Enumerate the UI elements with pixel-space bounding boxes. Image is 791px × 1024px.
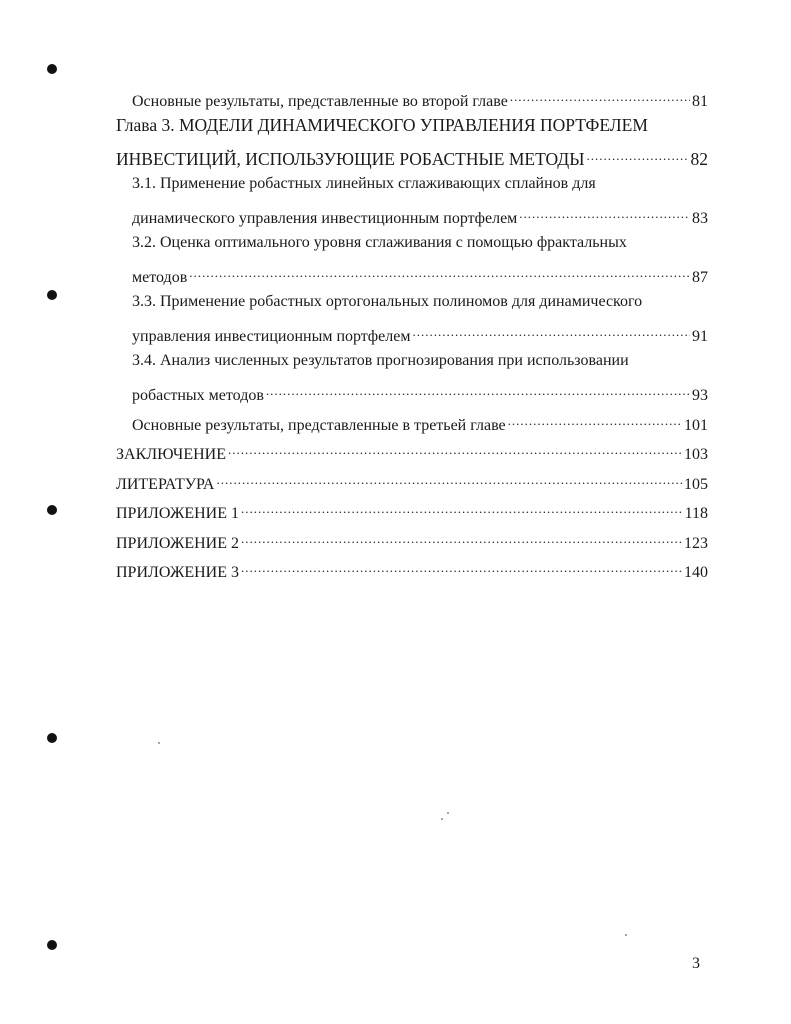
toc-entry-title: методов [132,269,188,286]
toc-entry-page: 83 [692,210,708,227]
toc-entry-title: 3.4. Анализ численных результатов прогнозирования при использовании [132,352,629,369]
toc-entry-title: робастных методов [132,387,264,404]
binder-hole [47,505,57,515]
toc-entry-page: 101 [684,417,708,434]
toc-entry-title: ЛИТЕРАТУРА [116,476,215,493]
scan-speck [625,934,627,936]
dot-leader [241,498,683,518]
toc-entry-title: динамического управления инвестиционным портфелем [132,210,518,227]
toc-entry-title: Глава 3. МОДЕЛИ ДИНАМИЧЕСКОГО УПРАВЛЕНИЯ ПОРТФЕЛЕМ [116,115,648,135]
toc-entry [116,439,708,463]
toc-entry [116,498,708,522]
toc-entry-title: Основные результаты, представленные в третьей главе [132,417,506,434]
binder-hole [47,733,57,743]
toc-entry-page: 123 [684,535,708,552]
toc-entry-title: ПРИЛОЖЕНИЕ 3 [116,564,240,581]
toc-entry-page: 91 [692,328,708,345]
toc-entry-page: 118 [684,505,708,522]
page-number: 3 [692,955,700,972]
dot-leader [587,145,689,165]
toc-entry [132,380,708,404]
scan-speck [447,812,449,814]
dot-leader [241,528,682,548]
toc-entry [116,145,708,169]
binder-hole [47,940,57,950]
toc-entry-page: 105 [684,476,708,493]
toc-entry [132,351,708,371]
toc-entry [132,86,708,110]
toc-entry-title: управления инвестиционным портфелем [132,328,411,345]
dot-leader [510,86,690,106]
toc-entry [116,469,708,493]
toc-entry-page: 93 [692,387,708,404]
toc-entry [132,321,708,345]
toc-entry [132,262,708,286]
dot-leader [216,469,682,489]
dot-leader [266,380,690,400]
dot-leader [519,203,690,223]
dot-leader [228,439,682,459]
toc-entry [132,292,708,312]
toc-entry-title: Основные результаты, представленные во второй главе [132,93,508,110]
toc-entry-page: 82 [690,149,708,169]
dot-leader [412,321,690,341]
toc-entry-page: 87 [692,269,708,286]
toc-entry-title: 3.3. Применение робастных ортогональных полиномов для динамического [132,293,643,310]
toc-entry-title: 3.2. Оценка оптимального уровня сглаживания с помощью фрактальных [132,234,627,251]
toc-entry-title: ЗАКЛЮЧЕНИЕ [116,446,226,463]
toc-entry-title: ИНВЕСТИЦИЙ, ИСПОЛЬЗУЮЩИЕ РОБАСТНЫЕ МЕТОДЫ [116,149,585,169]
dot-leader [189,262,690,282]
toc-entry-page: 81 [692,93,708,110]
toc-entry [132,233,708,253]
toc-entry [132,203,708,227]
dot-leader [508,410,682,430]
toc-entry-title: ПРИЛОЖЕНИЕ 2 [116,535,240,552]
toc-chapter-heading [116,115,708,135]
toc-entry [132,174,708,194]
dot-leader [241,557,682,577]
binder-hole [47,290,57,300]
scan-speck [441,818,443,820]
toc-entry [116,557,708,581]
scan-speck [158,742,160,744]
toc-entry-title: ПРИЛОЖЕНИЕ 1 [116,505,240,522]
toc-entry-page: 103 [684,446,708,463]
toc-entry-page: 140 [684,564,708,581]
toc-entry-title: 3.1. Применение робастных линейных сглаживающих сплайнов для [132,175,596,192]
toc-entry [116,528,708,552]
toc-entry [132,410,708,434]
binder-hole [47,64,57,74]
